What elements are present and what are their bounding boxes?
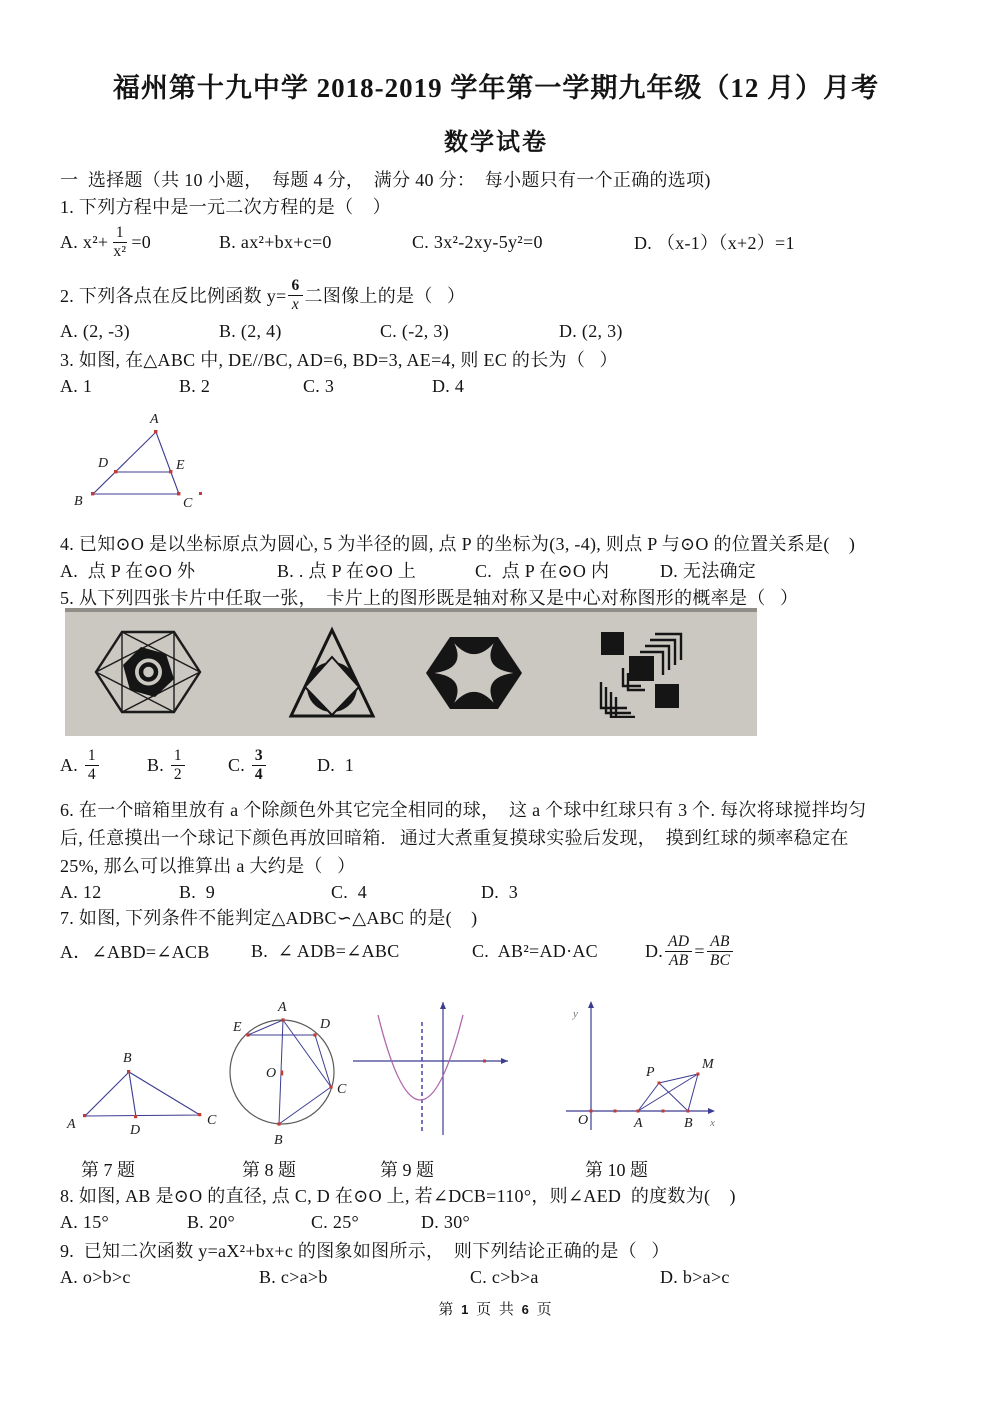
- caption-fig8: 第 8 题: [242, 1160, 296, 1180]
- question-2-options: [0, 318, 992, 344]
- q8-option-d: D. 30°: [421, 1211, 470, 1232]
- question-6-line3: 25%, 那么可以推算出 a 大约是（ ）: [60, 856, 356, 876]
- q7-triangle-figure: [55, 1038, 225, 1138]
- caption-fig10: 第 10 题: [585, 1160, 648, 1180]
- question-7-text: 7. 如图, 下列条件不能判定△ADBC∽△ABC 的是( ): [60, 908, 478, 928]
- q9-option-b: B. c>a>b: [259, 1266, 328, 1287]
- question-8-text: 8. 如图, AB 是⊙O 的直径, 点 C, D 在⊙O 上, 若∠DCB=110°，则∠AED 的度数为( ): [60, 1186, 736, 1206]
- svg-text:B: B: [123, 1051, 132, 1066]
- svg-text:B: B: [74, 494, 83, 509]
- question-3-text: 3. 如图, 在△ABC 中, DE//BC, AD=6, BD=3, AE=4, 则 EC 的长为（ ）: [60, 350, 618, 370]
- q5-option-d: D. 1: [317, 754, 354, 775]
- svg-text:A: A: [278, 1000, 287, 1015]
- fraction: $\frac{1}{\text{x²}}$: [113, 224, 127, 260]
- q7-option-c: C. AB²=AD·AC: [472, 940, 598, 961]
- q4-option-b: B. . 点 P 在⊙O 上: [277, 561, 417, 581]
- card-hexagon-star: [423, 622, 525, 724]
- svg-text:B: B: [274, 1133, 283, 1148]
- q1-option-b: B. ax²+bx+c=0: [219, 231, 332, 252]
- page-subtitle: 数学试卷: [444, 130, 548, 156]
- q3-option-d: D. 4: [432, 375, 465, 396]
- q8-option-a: A. 15°: [60, 1211, 109, 1232]
- q4-option-d: D. 无法确定: [660, 561, 757, 581]
- q8-option-c: C. 25°: [311, 1211, 360, 1232]
- svg-text:O: O: [266, 1066, 277, 1081]
- q7-option-b: B. ∠ ADB=∠ABC: [251, 940, 400, 961]
- question-8-options: [0, 1209, 992, 1235]
- svg-text:y: y: [573, 1008, 578, 1020]
- question-9-text: 9. 已知二次函数 y=aX²+bx+c 的图象如图所示， 则下列结论正确的是（ ）: [60, 1241, 670, 1261]
- svg-text:O: O: [578, 1113, 589, 1128]
- svg-text:B: B: [684, 1116, 693, 1131]
- footer-total-pages: 6: [521, 1302, 531, 1317]
- q2-option-a: A. (2, -3): [60, 320, 130, 341]
- svg-text:M: M: [702, 1057, 714, 1072]
- section-header: 一 选择题（共 10 小题， 每题 4 分， 满分 40 分： 每小题只有一个正确的选项): [60, 170, 711, 190]
- question-2-text: 2. 下列各点在反比例函数 y= $\frac{6}{x}$ 二图像上的是（ ）: [60, 277, 466, 313]
- svg-text:A: A: [634, 1116, 643, 1131]
- svg-text:A: A: [150, 412, 159, 427]
- q9-parabola-figure: [348, 990, 523, 1140]
- caption-fig9: 第 9 题: [380, 1160, 434, 1180]
- q7-option-d: D. $\frac{AD}{AB}$ = $\frac{AB}{BC}$: [645, 924, 735, 978]
- svg-text:D: D: [130, 1123, 141, 1138]
- svg-text:C: C: [337, 1082, 347, 1097]
- question-5-text: 5. 从下列四张卡片中任取一张， 卡片上的图形既是轴对称又是中心对称图形的概率是（ ）: [60, 588, 799, 608]
- question-4-options: [0, 557, 992, 583]
- svg-text:C: C: [207, 1113, 217, 1128]
- svg-text:D: D: [98, 456, 109, 471]
- q3-triangle-figure: [60, 405, 220, 510]
- q6-option-a: A. 12: [60, 881, 102, 902]
- q6-option-b: B. 9: [179, 881, 216, 902]
- q1-option-a: A. x²+ $\frac{1}{\text{x²}}$ =0: [60, 224, 152, 260]
- q1-option-c: C. 3x²-2xy-5y²=0: [412, 231, 543, 252]
- svg-text:E: E: [233, 1020, 242, 1035]
- figure-captions: [0, 1156, 992, 1182]
- q7-option-a: A．∠ABD=∠ACB: [60, 942, 210, 962]
- svg-text:C: C: [183, 496, 193, 510]
- q2-option-d: D. (2, 3): [559, 320, 623, 341]
- q2-option-c: C. (-2, 3): [380, 320, 449, 341]
- q4-option-c: C. 点 P 在⊙O 内: [475, 561, 610, 581]
- fraction: $\frac{6}{x}$: [288, 277, 302, 313]
- q5-option-b: B. $\frac{1}{2}$: [147, 740, 187, 790]
- q8-option-b: B. 20°: [187, 1211, 236, 1232]
- question-5-options: [0, 740, 992, 790]
- svg-text:P: P: [646, 1065, 655, 1080]
- card-squares-pattern: [593, 624, 687, 718]
- q6-option-c: C. 4: [331, 881, 368, 902]
- q5-option-c: C. $\frac{3}{4}$: [228, 740, 268, 790]
- question-7-options: [0, 924, 992, 978]
- svg-text:A: A: [67, 1117, 76, 1132]
- q3-option-c: C. 3: [303, 375, 335, 396]
- q10-coordinate-figure: [558, 995, 738, 1137]
- q6-option-d: D. 3: [481, 881, 518, 902]
- question-9-options: [0, 1264, 992, 1290]
- question-1-text: 1. 下列方程中是一元二次方程的是（ ）: [60, 197, 391, 217]
- caption-fig7: 第 7 题: [81, 1160, 135, 1180]
- q5-card-strip-photo: [65, 608, 757, 736]
- svg-text:D: D: [320, 1017, 331, 1032]
- q9-option-d: D. b>a>c: [660, 1266, 730, 1287]
- page-footer: 第 1 页 共 6 页: [438, 1302, 554, 1318]
- q3-option-a: A. 1: [60, 375, 93, 396]
- card-triangle-diamond: [283, 624, 381, 724]
- question-6-options: [0, 879, 992, 905]
- q1-option-d: D. （x-1）（x+2）=1: [634, 233, 795, 253]
- svg-text:E: E: [176, 458, 185, 473]
- question-4-text: 4. 已知⊙O 是以坐标原点为圆心, 5 为半径的圆, 点 P 的坐标为(3, -4), 则点 P 与⊙O 的位置关系是( ): [60, 534, 856, 554]
- card-hexagon-pinwheel: [93, 616, 203, 728]
- question-3-options: [0, 373, 992, 399]
- svg-text:x: x: [710, 1117, 715, 1129]
- q9-option-a: A. o>b>c: [60, 1266, 131, 1287]
- question-6-line1: 6. 在一个暗箱里放有 a 个除颜色外其它完全相同的球， 这 a 个球中红球只有 3 个. 每次将球搅拌均匀: [60, 800, 867, 820]
- page-title: 福州第十九中学 2018-2019 学年第一学期九年级（12 月）月考: [112, 73, 880, 103]
- q2-option-b: B. (2, 4): [219, 320, 282, 341]
- q5-option-a: A. $\frac{1}{4}$: [60, 740, 101, 790]
- q9-option-c: C. c>b>a: [470, 1266, 539, 1287]
- question-1-options: [0, 216, 992, 268]
- q3-option-b: B. 2: [179, 375, 211, 396]
- q4-option-a: A. 点 P 在⊙O 外: [60, 561, 196, 581]
- question-6-line2: 后, 任意摸出一个球记下颜色再放回暗箱. 通过大煮重复摸球实验后发现， 摸到红球的频率稳定在: [60, 828, 849, 848]
- footer-page-number: 1: [461, 1302, 471, 1317]
